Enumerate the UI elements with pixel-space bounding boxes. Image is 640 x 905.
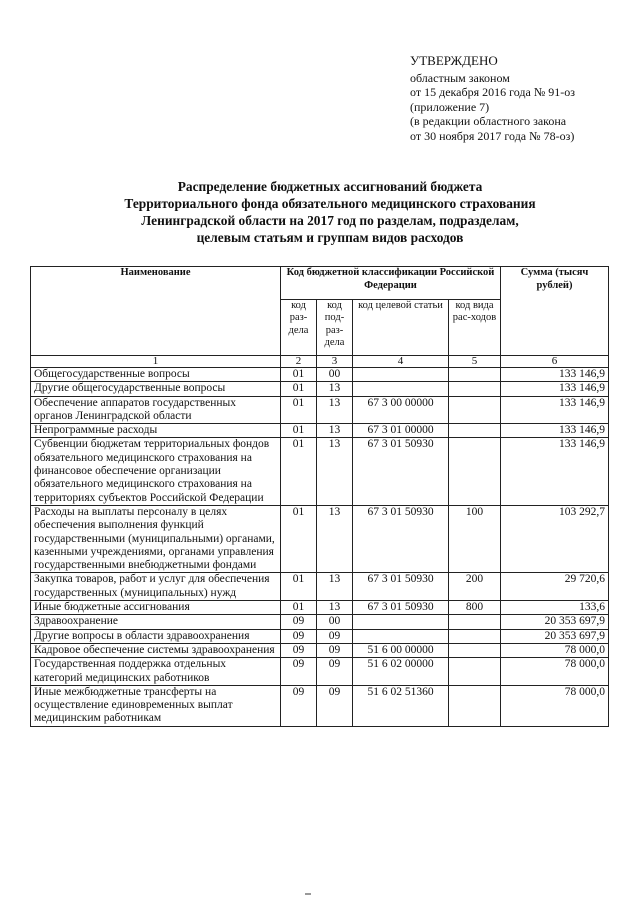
title-line: целевым статьям и группам видов расходов [196,230,464,245]
row-kind [449,438,501,505]
row-target: 51 6 00 00000 [353,643,449,657]
row-subsection: 13 [317,424,353,438]
row-kind [449,629,501,643]
row-name: Расходы на выплаты персоналу в целях обеспечения выполнения функций государственными (муниципальными) органами, казенными учреждениями, органами управления государственными внебюджетными фондами [31,505,281,572]
row-target [353,629,449,643]
row-kind [449,368,501,382]
table-row [31,424,609,438]
approval-line: от 30 ноября 2017 года № 78-оз) [410,128,575,143]
budget-table [30,266,609,727]
row-kind [449,685,501,726]
row-sum: 78 000,0 [501,643,609,657]
row-section: 01 [281,368,317,382]
column-number: 3 [317,356,353,368]
row-subsection: 09 [317,685,353,726]
table-row [31,368,609,382]
table-row [31,685,609,726]
row-subsection: 09 [317,643,353,657]
row-section: 01 [281,505,317,572]
row-target: 67 3 01 00000 [353,424,449,438]
table-row [31,643,609,657]
row-sum: 20 353 697,9 [501,629,609,643]
row-sum: 20 353 697,9 [501,615,609,629]
header-code-group: Код бюджетной классификации Российской Федерации [281,267,501,300]
row-kind [449,424,501,438]
row-section: 01 [281,396,317,424]
row-section: 01 [281,382,317,396]
table-row [31,658,609,686]
approval-line: областным законом [410,70,510,85]
header-target: код целевой статьи [353,300,449,356]
row-name: Иные бюджетные ассигнования [31,601,281,615]
row-target: 67 3 01 50930 [353,438,449,505]
row-sum: 103 292,7 [501,505,609,572]
row-target [353,382,449,396]
row-subsection: 00 [317,615,353,629]
column-number: 1 [31,356,281,368]
row-kind: 100 [449,505,501,572]
row-subsection: 13 [317,573,353,601]
row-sum: 133 146,9 [501,396,609,424]
row-target: 51 6 02 00000 [353,658,449,686]
row-name: Иные межбюджетные трансферты на осуществление единовременных выплат медицинским работникам [31,685,281,726]
row-section: 01 [281,601,317,615]
approval-heading: УТВЕРЖДЕНО [410,53,498,68]
row-name: Обеспечение аппаратов государственных органов Ленинградской области [31,396,281,424]
approval-stamp [410,54,632,143]
row-subsection: 13 [317,382,353,396]
approval-line: (в редакции областного закона [410,114,567,128]
row-target [353,615,449,629]
header-kind: код вида рас-ходов [449,300,501,356]
approval-line: (приложение 7) [410,99,490,114]
title-line: Территориального фонда обязательного медицинского страхования [124,196,536,211]
row-sum: 29 720,6 [501,573,609,601]
row-kind [449,396,501,424]
table-row [31,505,609,572]
row-section: 01 [281,438,317,505]
header-name: Наименование [31,267,281,356]
approval-line: от 15 декабря 2016 года № 91-оз [410,85,576,99]
column-number: 2 [281,356,317,368]
header-section: код раз-дела [281,300,317,356]
row-section: 09 [281,658,317,686]
header-subsection: код под-раз-дела [317,300,353,356]
row-sum: 78 000,0 [501,658,609,686]
row-section: 09 [281,615,317,629]
row-subsection: 00 [317,368,353,382]
row-name: Закупка товаров, работ и услуг для обеспечения государственных (муниципальных) нужд [31,573,281,601]
row-subsection: 13 [317,601,353,615]
table-row [31,382,609,396]
row-name: Другие общегосударственные вопросы [31,382,281,396]
row-kind [449,615,501,629]
row-kind [449,382,501,396]
table-row [31,601,609,615]
row-name: Общегосударственные вопросы [31,368,281,382]
row-target [353,368,449,382]
row-subsection: 13 [317,438,353,505]
row-target: 51 6 02 51360 [353,685,449,726]
table-row [31,396,609,424]
row-name: Другие вопросы в области здравоохранения [31,629,281,643]
row-section: 01 [281,424,317,438]
row-section: 09 [281,643,317,657]
row-kind: 800 [449,601,501,615]
row-name: Здравоохранение [31,615,281,629]
row-kind [449,658,501,686]
table-body [31,368,609,727]
row-sum: 133 146,9 [501,368,609,382]
title-line: Ленинградской области на 2017 год по разделам, подразделам, [141,213,519,228]
row-kind: 200 [449,573,501,601]
page-mark [305,893,311,895]
row-target: 67 3 01 50930 [353,505,449,572]
table-row [31,629,609,643]
document-title [30,178,630,246]
row-kind [449,643,501,657]
row-section: 09 [281,685,317,726]
column-number: 5 [449,356,501,368]
row-sum: 133 146,9 [501,424,609,438]
row-subsection: 13 [317,505,353,572]
row-name: Субвенции бюджетам территориальных фондов обязательного медицинского страхования на финансовое обеспечение организации обязательного медицинского страхования на территориях субъектов Российской Федерации [31,438,281,505]
row-subsection: 09 [317,629,353,643]
row-subsection: 13 [317,396,353,424]
row-target: 67 3 01 50930 [353,573,449,601]
row-name: Кадровое обеспечение системы здравоохранения [31,643,281,657]
header-sum: Сумма (тысяч рублей) [501,267,609,356]
table-row [31,438,609,505]
row-target: 67 3 01 50930 [353,601,449,615]
row-subsection: 09 [317,658,353,686]
row-section: 09 [281,629,317,643]
row-target: 67 3 00 00000 [353,396,449,424]
row-sum: 133 146,9 [501,438,609,505]
row-name: Государственная поддержка отдельных категорий медицинских работников [31,658,281,686]
column-number: 6 [501,356,609,368]
row-sum: 133 146,9 [501,382,609,396]
row-section: 01 [281,573,317,601]
title-line: Распределение бюджетных ассигнований бюджета [177,179,483,194]
row-sum: 78 000,0 [501,685,609,726]
column-number: 4 [353,356,449,368]
table-row [31,615,609,629]
row-name: Непрограммные расходы [31,424,281,438]
row-sum: 133,6 [501,601,609,615]
table-row [31,573,609,601]
